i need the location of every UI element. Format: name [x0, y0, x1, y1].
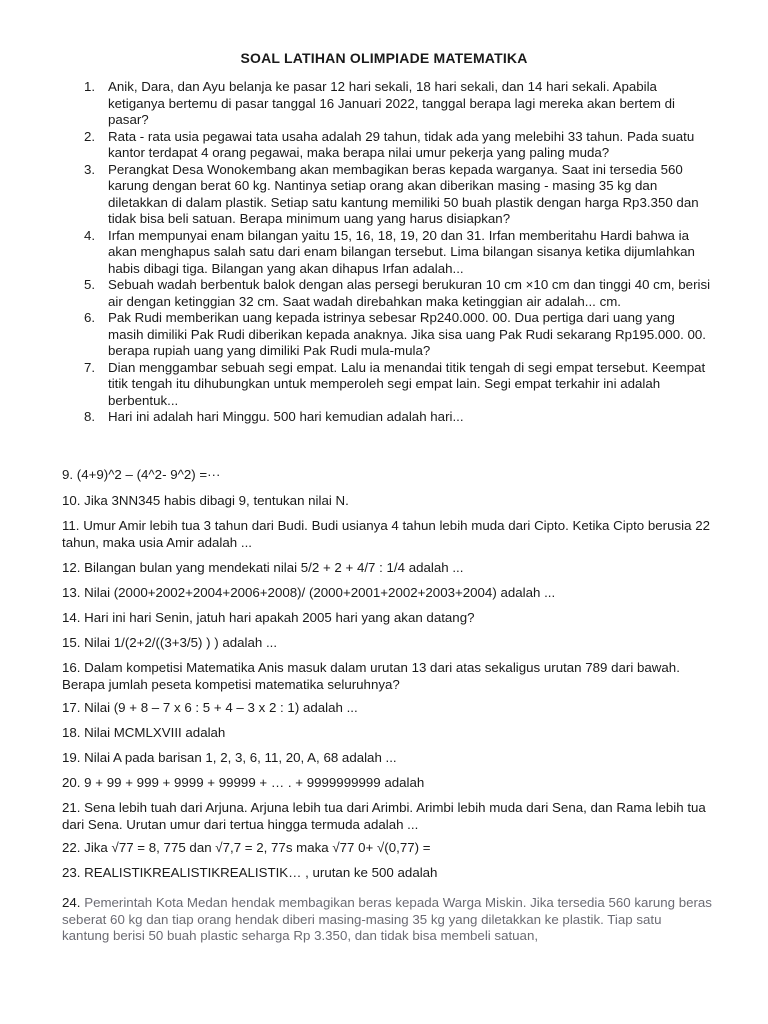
- item-text: Pemerintah Kota Medan hendak membagikan beras kepada Warga Miskin. Jika tersedia 560 karung beras seberat 60 kg dan tiap orang hendak diberi masing-masing 35 kg yang diletakkan ke plastik. Tiap satu kantung berisi 50 buah plastic seharga Rp 3.350, dan tidak bisa membeli satuan,: [62, 895, 712, 943]
- question-paragraph: 20. 9 + 99 + 999 + 9999 + 99999 + … . + 9999999999 adalah: [62, 775, 425, 790]
- item-text: Rata - rata usia pegawai tata usaha adalah 29 tahun, tidak ada yang melebihi 33 tahun. Pada suatu kantor terdapat 4 orang pegawai, maka berapa nilai umur pekerja yang paling muda?: [108, 128, 695, 160]
- question-paragraph: 13. Nilai (2000+2002+2004+2006+2008)/ (2000+2001+2002+2003+2004) adalah ...: [62, 585, 556, 600]
- question-paragraph: 17. Nilai (9 + 8 – 7 x 6 : 5 + 4 – 3 x 2 : 1) adalah ...: [62, 700, 358, 715]
- item-text: Perangkat Desa Wonokembang akan membagikan beras kepada warganya. Saat ini tersedia 560 karung dengan berat 60 kg. Nantinya setiap orang akan diberikan masing - masing 35 kg dan diletakkan di dalam plastik. Setiap satu kantung memiliki 50 buah plastik dengan harga Rp3.350 dan tidak bisa beli satuan. Berapa minimum uang yang harus disiapkan?: [108, 161, 699, 226]
- question-paragraph: 9. (4+9)^2 – (4^2- 9^2) =···: [62, 467, 221, 482]
- list-item: [62, 228, 712, 278]
- list-item: [62, 360, 712, 410]
- item-text: Irfan mempunyai enam bilangan yaitu 15, 16, 18, 19, 20 dan 31. Irfan memberitahu Hardi bahwa ia akan menghapus salah satu dari enam bilangan tersebut. Lima bilangan sisanya ketika dijumlahkan habis dibagi tiga. Bilangan yang akan dihapus Irfan adalah...: [108, 227, 695, 276]
- question-paragraph: 16. Dalam kompetisi Matematika Anis masuk dalam urutan 13 dari atas sekaligus urutan 789 dari bawah. Berapa jumlah peseta kompetisi matematika seluruhnya?: [62, 660, 680, 692]
- item-text: Dian menggambar sebuah segi empat. Lalu ia menandai titik tengah di segi empat tersebut. Keempat titik tengah itu dihubungkan untuk memperoleh segi empat lain. Segi empat terkahir ini adalah berbentuk...: [108, 359, 706, 408]
- question-paragraph: 22. Jika √77 = 8, 775 dan √7,7 = 2, 77s maka √77 0+ √(0,77) =: [62, 840, 431, 855]
- item-number: 5.: [84, 277, 96, 292]
- question-paragraph: 11. Umur Amir lebih tua 3 tahun dari Budi. Budi usianya 4 tahun lebih muda dari Cipto. Ketika Cipto berusia 22 tahun, maka usia Amir adalah ...: [62, 518, 710, 550]
- page-title: SOAL LATIHAN OLIMPIADE MATEMATIKA: [240, 50, 528, 66]
- question-paragraph: 10. Jika 3NN345 habis dibagi 9, tentukan nilai N.: [62, 493, 349, 508]
- item-number: 3.: [84, 161, 96, 177]
- question-paragraph: 21. Sena lebih tuah dari Arjuna. Arjuna lebih tua dari Arimbi. Arimbi lebih muda dari Sena, dan Rama lebih tua dari Sena. Urutan umur dari tertua hingga termuda adalah ...: [62, 800, 706, 832]
- item-text: Sebuah wadah berbentuk balok dengan alas persegi berukuran 10 cm ×10 cm dan tinggi 40 cm, berisi air dengan ketinggian 32 cm. Saat wadah direbahkan maka ketinggian air adalah... cm.: [108, 277, 711, 309]
- list-item: [62, 79, 712, 129]
- item-number: 6.: [84, 310, 96, 325]
- question-paragraph: 14. Hari ini hari Senin, jatuh hari apakah 2005 hari yang akan datang?: [62, 610, 475, 625]
- list-item: [62, 162, 712, 228]
- question-paragraph: 15. Nilai 1/(2+2/((3+3/5) ) ) adalah ...: [62, 635, 278, 650]
- item-number: 24.: [62, 895, 81, 910]
- list-item: [62, 409, 712, 426]
- list-item: [62, 310, 712, 360]
- item-number: 4.: [84, 227, 96, 243]
- question-paragraph: 23. REALISTIKREALISTIKREALISTIK… , urutan ke 500 adalah: [62, 865, 438, 880]
- item-text: Hari ini adalah hari Minggu. 500 hari kemudian adalah hari...: [108, 409, 464, 424]
- list-item: [62, 277, 712, 310]
- question-paragraph-24: [62, 895, 712, 945]
- item-number: 2.: [84, 128, 96, 144]
- item-number: 8.: [84, 409, 96, 424]
- question-paragraph: 12. Bilangan bulan yang mendekati nilai 5/2 + 2 + 4/7 : 1/4 adalah ...: [62, 560, 464, 575]
- question-paragraph: 19. Nilai A pada barisan 1, 2, 3, 6, 11, 20, A, 68 adalah ...: [62, 750, 397, 765]
- list-item: [62, 129, 712, 162]
- item-number: 7.: [84, 359, 96, 375]
- numbered-question-list: [62, 79, 712, 426]
- item-text: Anik, Dara, dan Ayu belanja ke pasar 12 hari sekali, 18 hari sekali, dan 14 hari sekali. Apabila ketiganya bertemu di pasar tanggal 16 Januari 2022, tanggal berapa lagi mereka akan bertem di pasar?: [108, 79, 675, 127]
- item-text: Pak Rudi memberikan uang kepada istrinya sebesar Rp240.000. 00. Dua pertiga dari uang yang masih dimiliki Pak Rudi diberikan kepada anaknya. Jika sisa uang Pak Rudi sekarang Rp195.000. 00. berapa rupiah uang yang dimiliki Pak Rudi mula-mula?: [108, 310, 706, 358]
- question-paragraph: 18. Nilai MCMLXVIII adalah: [62, 725, 226, 740]
- item-number: 1.: [84, 79, 96, 94]
